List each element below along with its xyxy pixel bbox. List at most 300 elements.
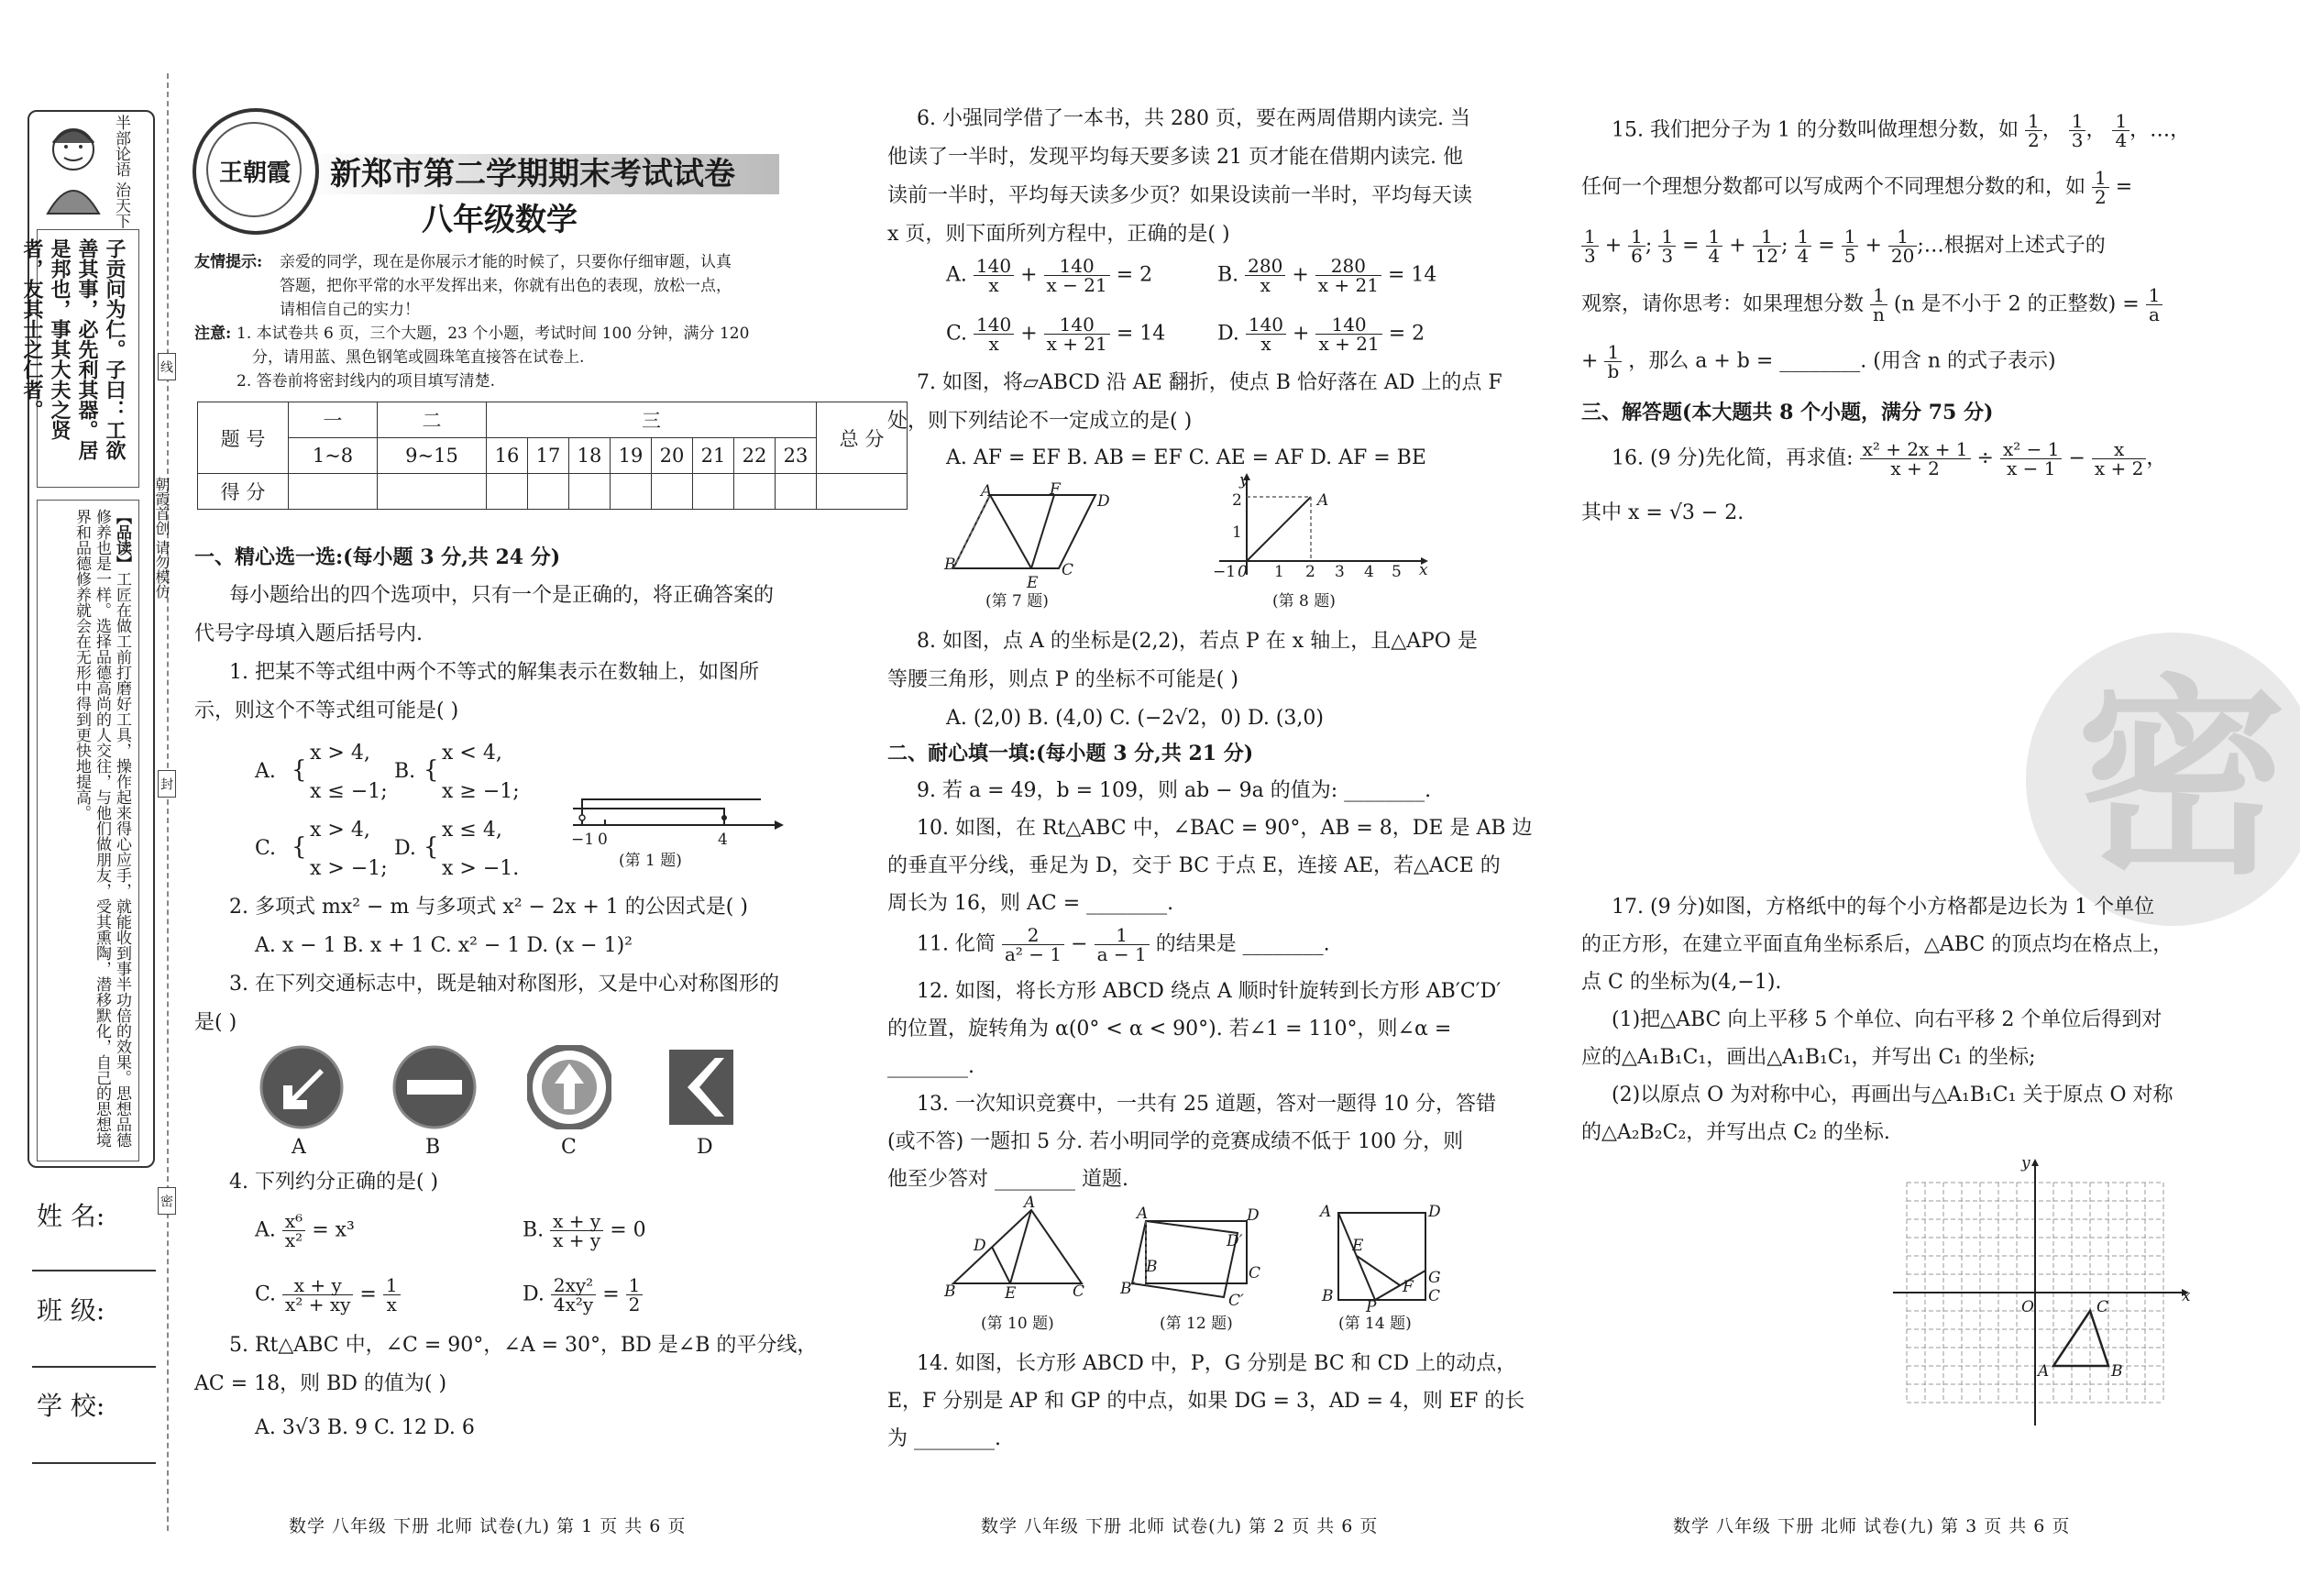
numerator: 280 [1245,257,1285,276]
fig12-label-bprime: B′ [1120,1280,1136,1298]
sign-b-no-entry-icon[interactable] [392,1045,477,1133]
fig7-label-b: B [944,556,956,574]
fig17-label-y: y [2021,1154,2030,1172]
fig8-tick-xm1: −1 [1213,563,1237,581]
class-label: 班 级: [37,1295,105,1326]
result: = 2 [1116,263,1153,287]
brace-icon: { [424,833,439,861]
q8-text: 等腰三角形，则点 P 的坐标不可能是( ) [887,668,1238,691]
denominator: x [386,1293,397,1315]
class-field[interactable] [32,1366,156,1368]
denominator: 12 [1755,245,1779,267]
sidebar-reading [44,509,132,1150]
denominator: 5 [1843,245,1856,267]
fig8-tick-x1: 1 [1274,563,1284,581]
fig8-label-o: 0 [1238,563,1248,581]
sign-c-label: C [561,1136,577,1159]
fraction [1658,227,1676,265]
fig14-label-b: B [1322,1287,1334,1305]
q1-option-d-line: x > −1. [442,857,520,880]
tips-line-2: 答题，把你平常的水平发挥出来，你就有出色的表现，放松一点， [280,277,732,295]
q17-grid-figure [1888,1155,2191,1430]
sidebar-portrait-icon [37,117,110,218]
q3-text: 3. 在下列交通标志中，既是轴对称图形，又是中心对称图形的 [229,973,779,996]
seal-tag-line: 线 [158,353,176,380]
fraction [1604,343,1622,380]
q1-option-d-line: x ≤ 4, [442,819,502,842]
note-line-1: 1. 本试卷共 6 页，三个大题，23 个小题，考试时间 100 分钟，满分 120 [237,325,750,343]
denominator: x [988,274,999,296]
denominator: 3 [2071,129,2084,151]
numerator: 1 [1842,227,1859,247]
numerator: 280 [1315,257,1381,276]
plus: + [1293,322,1310,346]
option-letter: C. [255,1282,277,1306]
plus: + [1020,263,1038,287]
fig7-label-e: E [1027,574,1039,592]
sign-d-label: D [697,1136,713,1159]
q15-tail: ，…， [2129,118,2191,142]
note-line-2: 分，请用蓝、黑色钢笔或圆珠笔直接答在试卷上. [252,348,585,367]
fig14-label-d: D [1428,1203,1441,1221]
q8-options[interactable]: A. (2,0) B. (4,0) C. (−2√2，0) D. (3,0) [946,707,1324,730]
fig12-label-dprime: D′ [1227,1232,1243,1250]
score-col-three: 三 [487,402,817,438]
footer-page-3: 数学 八年级 下册 北师 试卷(九) 第 3 页 共 6 页 [1673,1516,2071,1536]
fig12-label-d: D [1247,1206,1260,1225]
fig8-tick-x5: 5 [1392,563,1402,581]
fraction [1842,227,1859,265]
sign-a-arrow-icon[interactable] [259,1045,344,1133]
q1-figure-caption: (第 1 题) [619,852,682,870]
fig8-tick-y2: 2 [1232,491,1242,510]
score-col-total: 总 分 [817,402,908,474]
numerator: 1 [1095,926,1150,945]
q7-options[interactable]: A. AF = EF B. AB = EF C. AE = AF D. AF = BE [946,446,1426,469]
numerator: x [2092,440,2146,459]
q15-equations [1581,227,2106,265]
numerator: 1 [2025,112,2042,131]
fig10-label-d: D [974,1237,986,1255]
fig7-label-c: C [1062,561,1074,579]
q1-option-c[interactable]: C. [255,837,277,860]
numerator: 1 [1888,227,1917,247]
denominator: x² + xy [285,1293,351,1315]
numerator: 1 [1604,343,1622,362]
option-letter: A. [255,1218,276,1242]
numerator: x² − 1 [2000,440,2063,459]
denominator: x [988,333,999,355]
numerator: 140 [1044,315,1110,335]
fraction [1246,315,1286,353]
numerator: 1 [2092,169,2109,188]
score-cell[interactable] [569,474,611,510]
q1-axis-tick-0: 0 [598,831,608,849]
fraction [2069,112,2086,149]
denominator: n [1873,303,1885,325]
q16-text [1612,440,2166,478]
denominator: x + 2 [2094,457,2144,479]
fig14-label-f: F [1403,1278,1414,1296]
plus: + [1292,263,1309,287]
numerator: 1 [1581,227,1599,247]
seal-tag-secret: 密 [158,1187,176,1215]
q13-text: 13. 一次知识竞赛中，一共有 25 道题，答对一题得 10 分，答错 [917,1093,1496,1116]
q6-text: 他读了一半时，发现平均每天要多读 21 页才能在借期内读完. 他 [887,146,1463,169]
score-cell[interactable] [611,474,652,510]
section-1-intro: 每小题给出的四个选项中，只有一个是正确的，将正确答案的 [229,584,775,607]
equals: = [1818,234,1835,258]
q4-option-a[interactable] [255,1212,355,1249]
q15-line5: ，那么 a + b = ________. (用含 n 的式子表示) [1628,349,2056,373]
fraction [282,1212,305,1249]
score-cell[interactable] [734,474,776,510]
score-col-two: 二 [378,402,487,438]
q1-option-b-line: x < 4, [442,742,502,765]
q10-text: 的垂直平分线，垂足为 D，交于 BC 于点 E，连接 AE，若△ACE 的 [887,854,1501,877]
brace-icon: { [292,833,307,861]
fig14-label-p: P [1366,1298,1377,1316]
brace-icon: { [292,756,307,784]
q10-triangle-figure [944,1201,1091,1302]
q6-text: 读前一半时，平均每天读多少页？如果设读前一半时，平均每天读 [887,184,1473,207]
equals: = [2115,175,2133,199]
fraction [1628,227,1645,265]
q5-text: 5. Rt△ABC 中，∠C = 90°，∠A = 30°，BD 是∠B 的平分线， [229,1334,818,1357]
q14-rectangle-figure [1334,1208,1435,1309]
q1-axis-tick-minus1: −1 [571,831,595,849]
fraction [1245,257,1285,294]
fraction [2000,440,2063,478]
numerator: 140 [974,315,1014,335]
result: = 2 [1388,322,1425,346]
numerator: 140 [1246,315,1286,335]
separator: ; [1781,234,1788,258]
score-sub-col: 19 [611,438,652,474]
fig7-label-d: D [1097,492,1110,511]
q1-number-line-figure [564,788,784,853]
seal-line [167,73,169,1531]
score-sub-col: 23 [776,438,817,474]
q15-prefix: 15. 我们把分子为 1 的分数叫做理想分数，如 [1612,118,2019,142]
fraction [974,315,1014,353]
section-3-heading: 三、解答题(本大题共 8 个小题，满分 75 分) [1581,401,1994,424]
denominator: x − 21 [1046,274,1107,296]
score-sub-col: 21 [693,438,734,474]
note-label: 注意: [194,325,232,343]
q4-text: 4. 下列约分正确的是( ) [229,1171,439,1194]
fig17-label-c: C [2096,1298,2109,1316]
fraction [1706,227,1723,265]
denominator: x + 21 [1317,274,1379,296]
q6-option-c[interactable] [946,315,1165,353]
q15-line4: 观察，请你思考：如果理想分数 [1581,292,1865,316]
numerator: 1 [2146,286,2163,305]
fraction [2146,286,2163,324]
score-cell[interactable] [693,474,734,510]
fraction [1870,286,1887,324]
exam-subtitle: 八年级数学 [422,202,578,238]
sign-c-up-arrow-icon[interactable] [527,1045,611,1133]
q17-text: 应的△A₁B₁C₁，画出△A₁B₁C₁，并写出 C₁ 的坐标; [1581,1046,2036,1069]
fig8-tick-y1: 1 [1232,523,1242,542]
numerator: 1 [2069,112,2086,131]
numerator: 2 [1002,926,1064,945]
fig10-label-a: A [1024,1194,1036,1212]
seal-notes: 朝霞首创 请勿模仿 [153,477,171,600]
q12-text: 12. 如图，将长方形 ABCD 绕点 A 顺时针旋转到长方形 AB′C′D′ [917,980,1502,1003]
minus: − [1071,932,1088,956]
fraction [1888,227,1917,265]
q7-figure-caption: (第 7 题) [985,592,1049,611]
q17-text: 17. (9 分)如图，方格纸中的每个小方格都是边长为 1 个单位 [1612,896,2155,919]
score-cell[interactable] [817,474,908,510]
sign-a-label: A [292,1136,306,1159]
note-line-3: 2. 答卷前将密封线内的项目填写清楚. [237,372,496,391]
section-1-intro: 代号字母填入题后括号内. [194,622,423,645]
numerator: 1 [626,1276,644,1295]
score-sub-col: 17 [528,438,569,474]
q8-text: 8. 如图，点 A 的坐标是(2,2)，若点 P 在 x 轴上，且△APO 是 [917,630,1478,653]
q6-text: x 页，则下面所列方程中，正确的是( ) [887,223,1230,246]
denominator: 4 [1797,245,1810,267]
result: = x³ [312,1218,355,1242]
q17-text: 的△A₂B₂C₂，并写出点 C₂ 的坐标. [1581,1121,1890,1144]
result: = 14 [1388,263,1437,287]
q3-text: 是( ) [194,1011,237,1034]
brand-logo-text: 王朝霞 [218,160,291,187]
score-sub-col: 22 [734,438,776,474]
section-1-heading: 一、精心选一选:(每小题 3 分,共 24 分) [194,545,561,569]
score-col-one: 一 [289,402,378,438]
fig8-label-a: A [1317,491,1329,510]
numerator: 1 [1706,227,1723,247]
fraction [1795,227,1812,265]
q17-text: 点 C 的坐标为(4,−1). [1581,971,1782,994]
sidebar-motto: 子贡问为仁。子曰：工欲善其事，必先利其器。居是邦也，事其大夫之贤者，友其士之仁者。 [20,238,127,460]
fig7-label-f: F [1050,480,1061,499]
q13-text: (或不答) 一题扣 5 分. 若小明同学的竞赛成绩不低于 100 分，则 [887,1130,1464,1153]
fraction [2092,169,2109,206]
fraction [1860,440,1971,478]
result: = 0 [610,1218,646,1242]
fig7-label-a: A [981,482,993,501]
score-sub-col: 18 [569,438,611,474]
score-sub-col: 20 [652,438,693,474]
option-letter: A. [946,263,967,287]
q15-text [1581,343,2056,380]
score-row-label: 得 分 [198,474,289,510]
numerator: 1 [383,1276,401,1295]
fig12-label-c: C [1249,1264,1261,1282]
denominator: x [1260,274,1271,296]
denominator: x [1260,333,1271,355]
score-cell[interactable] [776,474,817,510]
q4-option-b[interactable] [523,1212,646,1249]
q14-text: 为 ________. [887,1427,1001,1450]
q15-text [1581,169,2132,206]
q17-text: 的正方形，在建立平面直角坐标系后，△ABC 的顶点均在格点上， [1581,933,2173,956]
plus: + [1604,234,1623,258]
denominator: 2 [2095,186,2107,208]
numerator: x⁶ [282,1212,305,1231]
q1-option-d[interactable]: D. [394,837,416,860]
reading-title: 【品读】 [113,509,131,571]
numerator: x² + 2x + 1 [1860,440,1971,459]
q10-figure-caption: (第 10 题) [981,1315,1054,1333]
fig8-tick-x3: 3 [1335,563,1345,581]
score-table-row-label: 题 号 [198,402,289,474]
score-cell[interactable] [289,474,378,510]
fraction [383,1276,401,1314]
fraction [550,1212,603,1249]
q17-text: (1)把△ABC 向上平移 5 个单位、向右平移 2 个单位后得到对 [1612,1008,2162,1031]
fraction [2092,440,2146,478]
fraction [1044,315,1110,353]
q15-tail: …根据对上述式子的 [1923,234,2106,258]
numerator: 1 [1870,286,1887,305]
q11-suffix: 的结果是 ________. [1155,932,1330,956]
numerator: 1 [2112,112,2129,131]
q14-text: E，F 分别是 AP 和 GP 的中点，如果 DG = 3，AD = 4，则 EF 的长 [887,1390,1525,1413]
q10-text: 10. 如图，在 Rt△ABC 中，∠BAC = 90°，AB = 8，DE 是 AB 边 [917,817,1533,840]
divide: ÷ [1976,446,1994,470]
q6-option-a[interactable] [946,257,1152,294]
numerator: x + y [550,1212,603,1231]
q12-text: 的位置，旋转角为 α(0° < α < 90°). 若∠1 = 110°，则∠α = [887,1018,1452,1040]
result: = 14 [1116,322,1166,346]
q4-option-c[interactable] [255,1276,401,1314]
q1-text: 1. 把某不等式组中两个不等式的解集表示在数轴上，如图所 [229,661,759,684]
sign-d-chevron-icon[interactable] [665,1045,738,1133]
denominator: 4 [2115,129,2128,151]
fig14-label-e: E [1352,1237,1364,1255]
denominator: 20 [1890,245,1915,267]
q11-text [917,926,1330,963]
q1-option-a[interactable]: A. [255,760,276,783]
q10-text: 周长为 16，则 AC = ________. [887,892,1174,915]
numerator: 1 [1628,227,1645,247]
denominator: 3 [1661,245,1674,267]
denominator: x + 21 [1046,333,1107,355]
numerator: 140 [1044,257,1110,276]
denominator: 4x²y [553,1293,594,1315]
q9-text: 9. 若 a = 49，b = 109，则 ab − 9a 的值为: ________. [917,779,1432,802]
score-cell[interactable] [652,474,693,510]
fig12-label-b: B [1146,1258,1158,1276]
option-letter: B. [1217,263,1239,287]
q1-option-c-line: x > −1; [310,857,388,880]
score-sub-col: 9~15 [378,438,487,474]
fig14-label-c: C [1428,1287,1441,1305]
name-field[interactable] [32,1270,156,1271]
q14-text: 14. 如图，长方形 ABCD 中，P，G 分别是 BC 和 CD 上的动点， [917,1352,1517,1375]
seal-tag-seal: 封 [158,770,176,798]
minus: − [2068,446,2085,470]
score-sub-col: 1~8 [289,438,378,474]
sign-b-label: B [425,1136,441,1159]
numerator: 140 [1315,315,1381,335]
denominator: 2 [628,1293,641,1315]
q17-text: (2)以原点 O 为对称中心，再画出与△A₁B₁C₁ 关于原点 O 对称 [1612,1084,2173,1106]
q13-text: 他至少答对 ________ 道题. [887,1168,1128,1191]
q16-text: 其中 x = √3 − 2. [1581,501,1744,524]
reading-text: 工匠在做工前打磨好工具，操作起来得心应手，就能收到事半功倍的效果。思想品德修养也是一样。选择品德高尚的人交往，与他们做朋友，受其熏陶，潜移默化，自己的思想境界和品德修养就会在无形中得到更快地提高。 [72,509,131,1148]
sidebar-corner-title: 半部论语 治天下 [112,115,130,229]
q1-option-b[interactable]: B. [394,760,416,783]
fraction [1044,257,1110,294]
score-cell[interactable] [528,474,569,510]
q5-options[interactable]: A. 3√3 B. 9 C. 12 D. 6 [255,1416,475,1439]
fraction [551,1276,596,1314]
fig10-label-c: C [1073,1282,1085,1301]
fraction [626,1276,644,1314]
tips-label: 友情提示: [194,253,263,271]
fraction [974,257,1014,294]
school-field[interactable] [32,1462,156,1464]
fig17-label-a: A [2038,1362,2050,1381]
school-label: 学 校: [37,1391,105,1421]
numerator: 1 [1795,227,1812,247]
plus: + [1729,234,1746,258]
q1-axis-tick-4: 4 [718,831,728,849]
fraction [2025,112,2042,149]
separator: ; [1917,234,1924,258]
numerator: 140 [974,257,1014,276]
fig12-label-cprime: C′ [1228,1292,1244,1310]
watermark-seal-glyph: 密 [2075,655,2287,903]
numerator: x + y [282,1276,353,1295]
q6-option-d[interactable] [1217,315,1425,353]
q12-figure-caption: (第 12 题) [1160,1315,1233,1333]
score-table [197,402,908,510]
q1-option-a-line: x > 4, [310,742,370,765]
denominator: x + 21 [1318,333,1380,355]
q15-mid: (n 是不小于 2 的正整数) = [1893,292,2140,316]
denominator: x + 2 [1890,457,1940,479]
option-letter: B. [523,1218,545,1242]
score-cell[interactable] [378,474,487,510]
footer-page-1: 数学 八年级 下册 北师 试卷(九) 第 1 页 共 6 页 [289,1516,687,1536]
plus: + [1020,322,1038,346]
exam-title: 新郑市第二学期期末考试试卷 [330,156,735,193]
fig8-tick-x4: 4 [1364,563,1374,581]
fig8-label-y: y [1239,471,1249,490]
q15-text [1581,286,2162,324]
denominator: 6 [1631,245,1643,267]
q2-options[interactable]: A. x − 1 B. x + 1 C. x² − 1 D. (x − 1)² [255,934,633,957]
footer-page-2: 数学 八年级 下册 北师 试卷(九) 第 2 页 共 6 页 [981,1516,1379,1536]
option-letter: D. [1217,322,1239,346]
q1-option-c-line: x > 4, [310,819,370,842]
tips-line-1: 亲爱的同学，现在是你展示才能的时候了，只要你仔细审题，认真 [280,253,732,271]
fig17-label-o: O [2021,1298,2034,1316]
section-2-heading: 二、耐心填一填:(每小题 3 分,共 21 分) [887,742,1254,765]
q11-prefix: 11. 化简 [917,932,996,956]
q4-option-d[interactable] [523,1276,643,1314]
plus: + [1865,234,1882,258]
comma: ， [2146,446,2167,470]
q7-text: 7. 如图，将▱ABCD 沿 AE 翻折，使点 B 恰好落在 AD 上的点 F [917,371,1502,394]
denominator: x² [284,1229,303,1251]
score-cell[interactable] [487,474,528,510]
denominator: a [2149,303,2160,325]
name-label: 姓 名: [37,1201,105,1231]
numerator: 2xy² [551,1276,596,1295]
q6-option-b[interactable] [1217,257,1436,294]
denominator: 4 [1708,245,1721,267]
fraction [282,1276,353,1314]
